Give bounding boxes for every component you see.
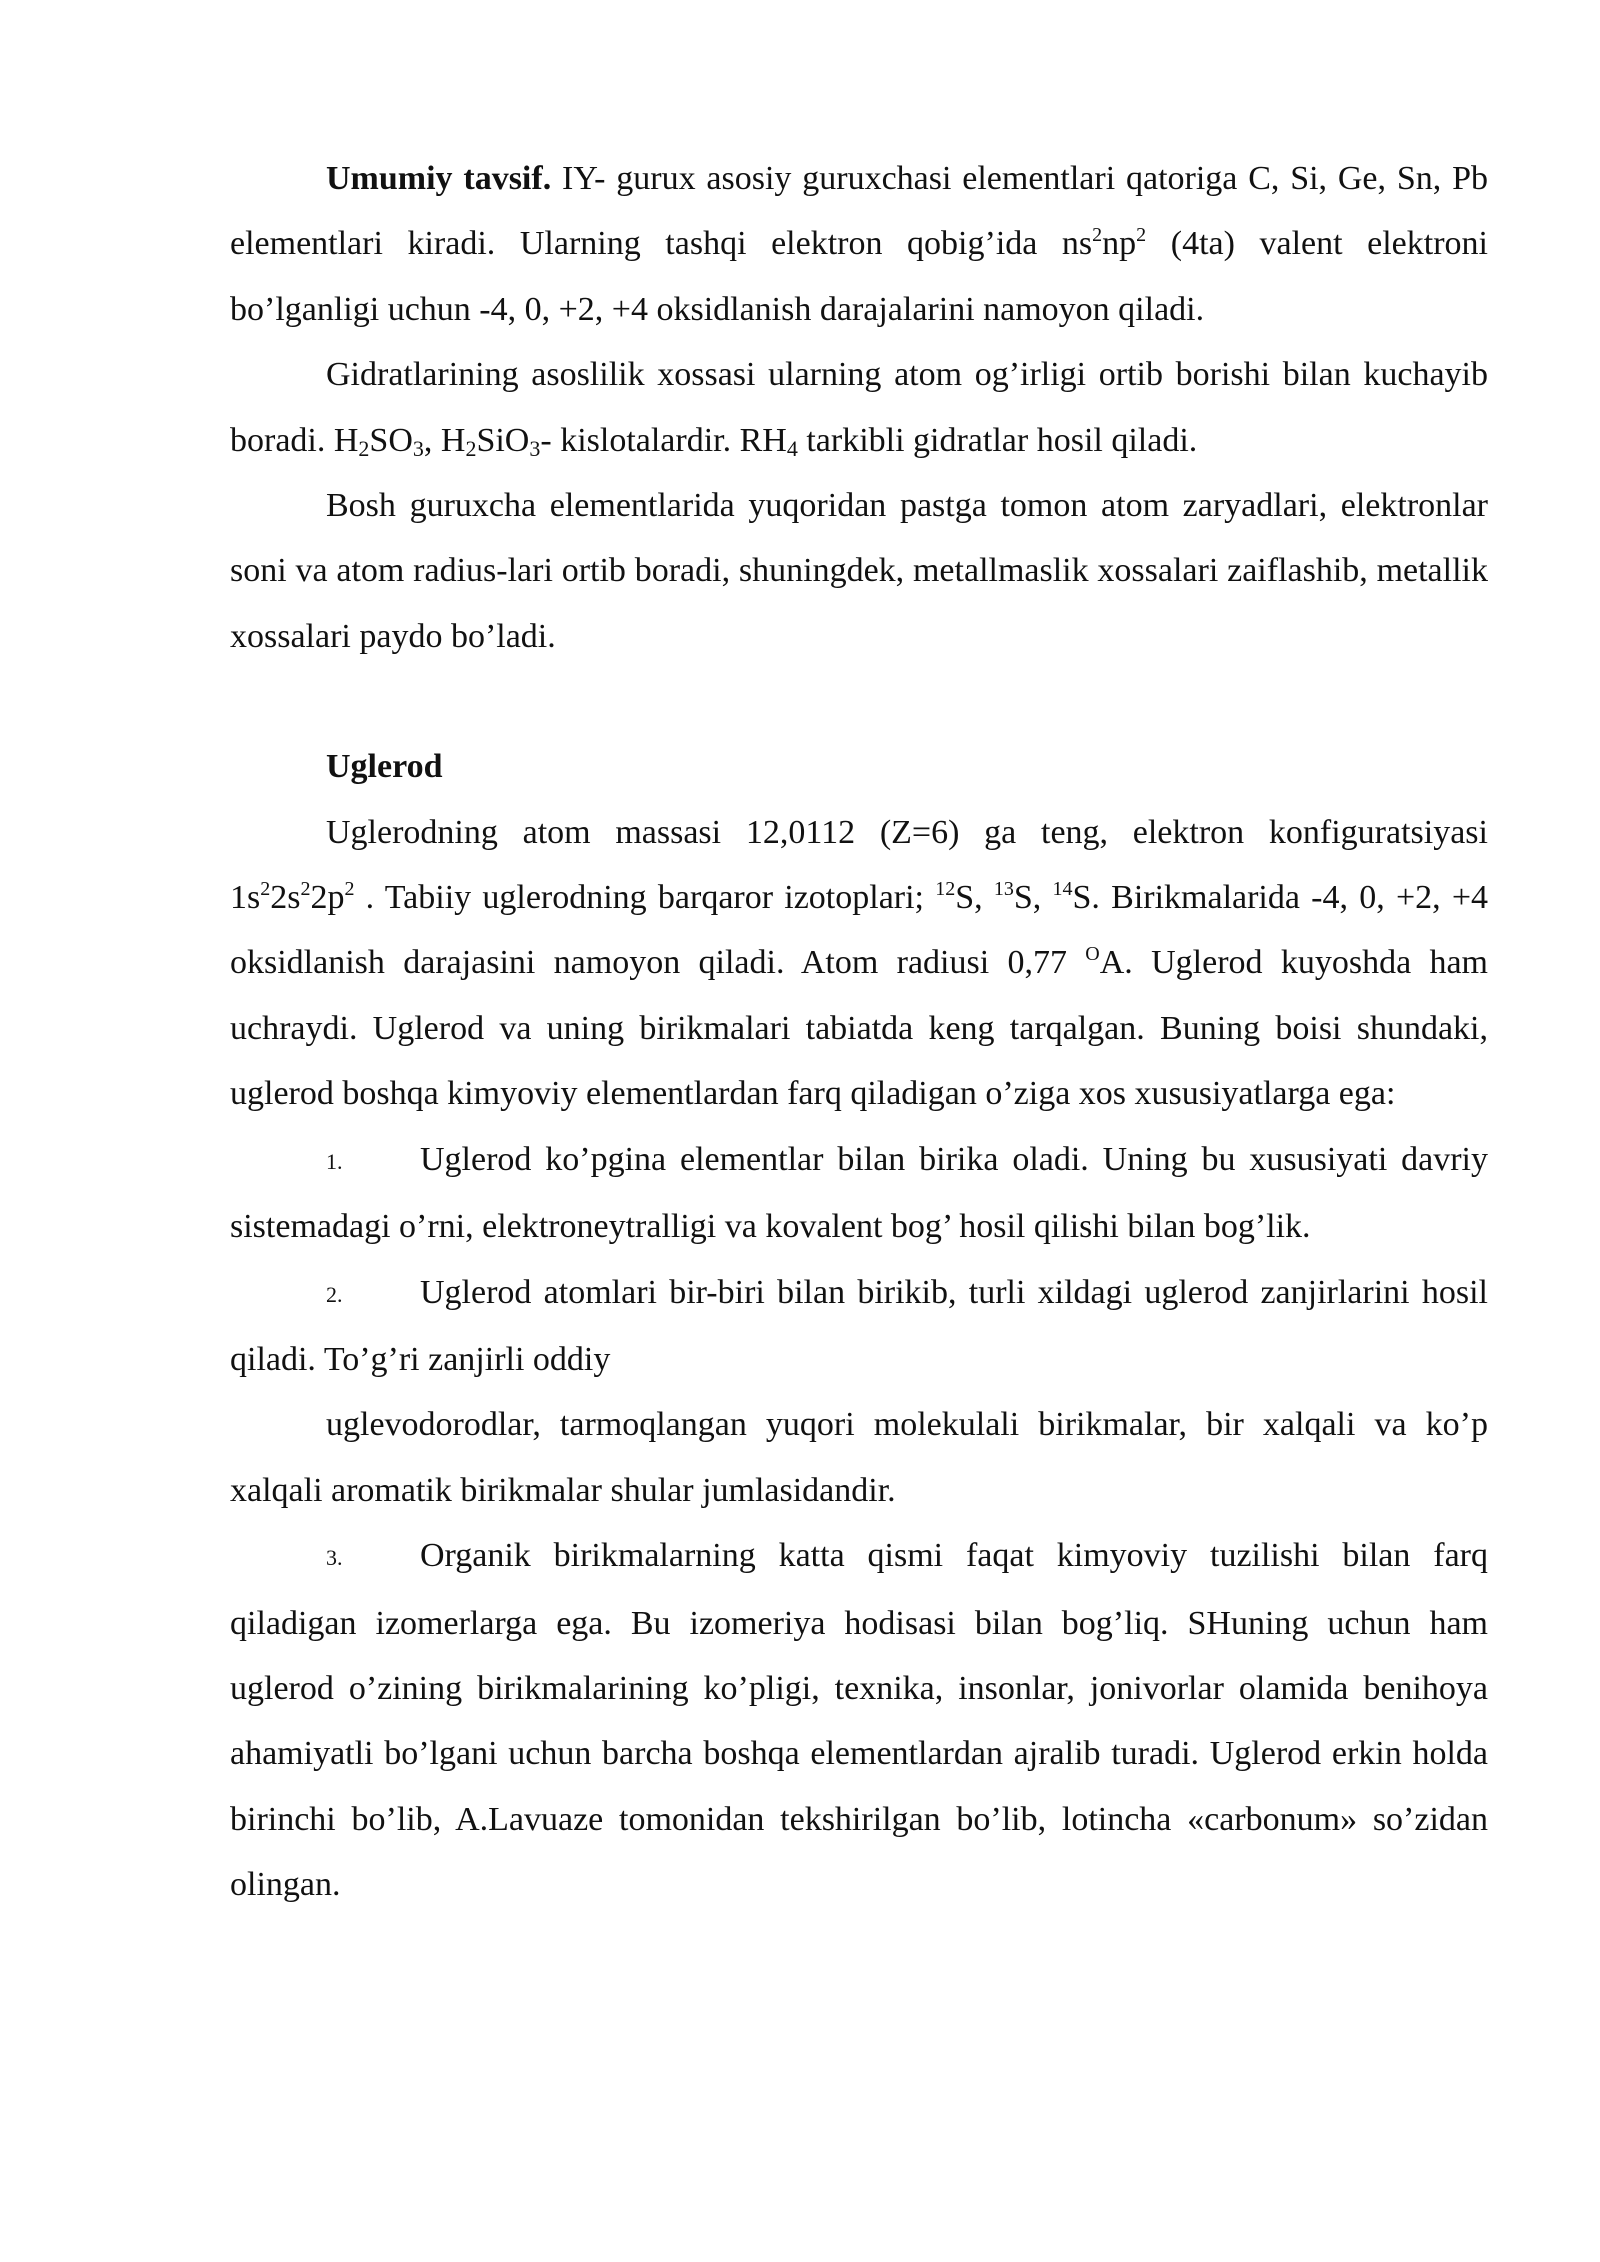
subscript: 4 [786,435,798,461]
text-run: S. Birikmalarida -4, 0, +2, +4 oksidlanish darajasini namoyon qiladi. Atom radiusi 0,77 [230,879,1489,982]
list-item [230,1260,1488,1393]
paragraph-continuation [230,1392,1488,1523]
text-run: IY- gurux asosiy guruxchasi elementlari qatoriga C, Si, Ge, Sn, Pb elementlari kiradi. Ularning tashqi elektron qobig’ida ns [230,160,1488,263]
text-run: SO [369,421,413,459]
list-item-text: Uglerod ko’pgina elementlar bilan birika oladi. Uning bu xususiyati davriy sistemadagi o’rni, elektroneytralligi va kovalent bog’ hosil qilishi bilan bog’lik. [230,1140,1488,1246]
text-run: 2p [310,879,345,917]
text-run: Uglerodning atom massasi 12,0112 (Z=6) ga teng, elektron konfiguratsiyasi 1s [230,813,1488,917]
section-heading: Uglerod [326,748,443,786]
paragraph-main-subgroup: Bosh guruxcha elementlarida yuqoridan pastga tomon atom zaryadlari, elektronlar soni va atom radius-lari ortib boradi, shuningdek, metallmaslik xossalari zaiflashib, metallik xossalari paydo bo’ladi. [230,487,1488,655]
paragraph-hydrates [230,342,1488,473]
text-run: tarkibli gidratlar hosil qiladi. [797,421,1198,459]
continuation-text: uglevodorodlar, tarmoqlangan yuqori molekulali birikmalar, bir xalqali va ko’p xalqali aromatik birikmalar shular jumlasidandir. [230,1406,1488,1509]
list-item [230,1127,1488,1260]
superscript: 12 [935,878,956,901]
text-run: Gidratlarining asoslilik xossasi ularning atom og’irligi ortib borishi bilan kuchayib boradi. H [230,356,1488,459]
superscript: 14 [1052,878,1073,901]
text-run: S, [1013,879,1053,917]
lead-term: Umumiy tavsif. [326,160,552,197]
text-run: S, [955,879,994,917]
superscript: 2 [300,878,311,901]
subscript: 2 [465,435,477,461]
list-item-text: Uglerod atomlari bir-biri bilan birikib, turli xildagi uglerod zanjirlarini hosil qiladi. To’g’ri zanjirli oddiy [230,1273,1488,1378]
text-run: np [1102,225,1137,263]
paragraph-carbon-properties [230,800,1488,1127]
superscript: 2 [260,878,271,901]
subscript: 3 [412,435,424,461]
text-run: (4ta) valent elektroni bo’lganligi uchun -4, 0, +2, +4 oksidlanish darajalarini namoyon qiladi. [230,225,1488,328]
superscript: 13 [993,878,1014,901]
list-item [230,1523,1488,1917]
superscript: O [1085,943,1100,966]
text-run: 2s [270,879,301,917]
text-run: , H [423,421,466,459]
list-marker: 3. [326,1545,343,1571]
text-run: - kislotalardir. RH [540,421,787,459]
list-marker: 2. [326,1281,343,1307]
spacer [230,669,1488,734]
superscript: 2 [1136,224,1147,247]
document-page [230,146,1488,1918]
text-run: SiO [476,421,530,459]
text-run: . Tabiiy uglerodning barqaror izotoplari; [354,879,936,917]
subscript: 2 [358,435,370,461]
text-run: A. Uglerod kuyoshda ham uchraydi. Uglerod va uning birikmalari tabiatda keng tarqalgan. Buning boisi shundaki, uglerod boshqa kimyoviy elementlardan farq qiladigan o’ziga xos xususiyatlarga ega: [230,944,1488,1113]
paragraph-general-description [230,146,1488,342]
list-item-text: Organik birikmalarning katta qismi faqat kimyoviy tuzilishi bilan farq qiladigan izomerlarga ega. Bu izomeriya hodisasi bilan bog’liq. SHuning uchun ham uglerod o’zining birikmalarining ko’pligi, texnika, insonlar, jonivorlar olamida benihoya ahamiyatli bo’lgani uchun barcha boshqa elementlardan ajralib turadi. Uglerod erkin holda birinchi bo’lib, A.Lavuaze tomonidan tekshirilgan bo’lib, lotincha «carbonum» so’zidan olingan. [230,1537,1488,1904]
subscript: 3 [529,435,541,461]
superscript: 2 [344,878,355,901]
list-marker: 1. [326,1148,343,1174]
superscript: 2 [1092,224,1103,247]
